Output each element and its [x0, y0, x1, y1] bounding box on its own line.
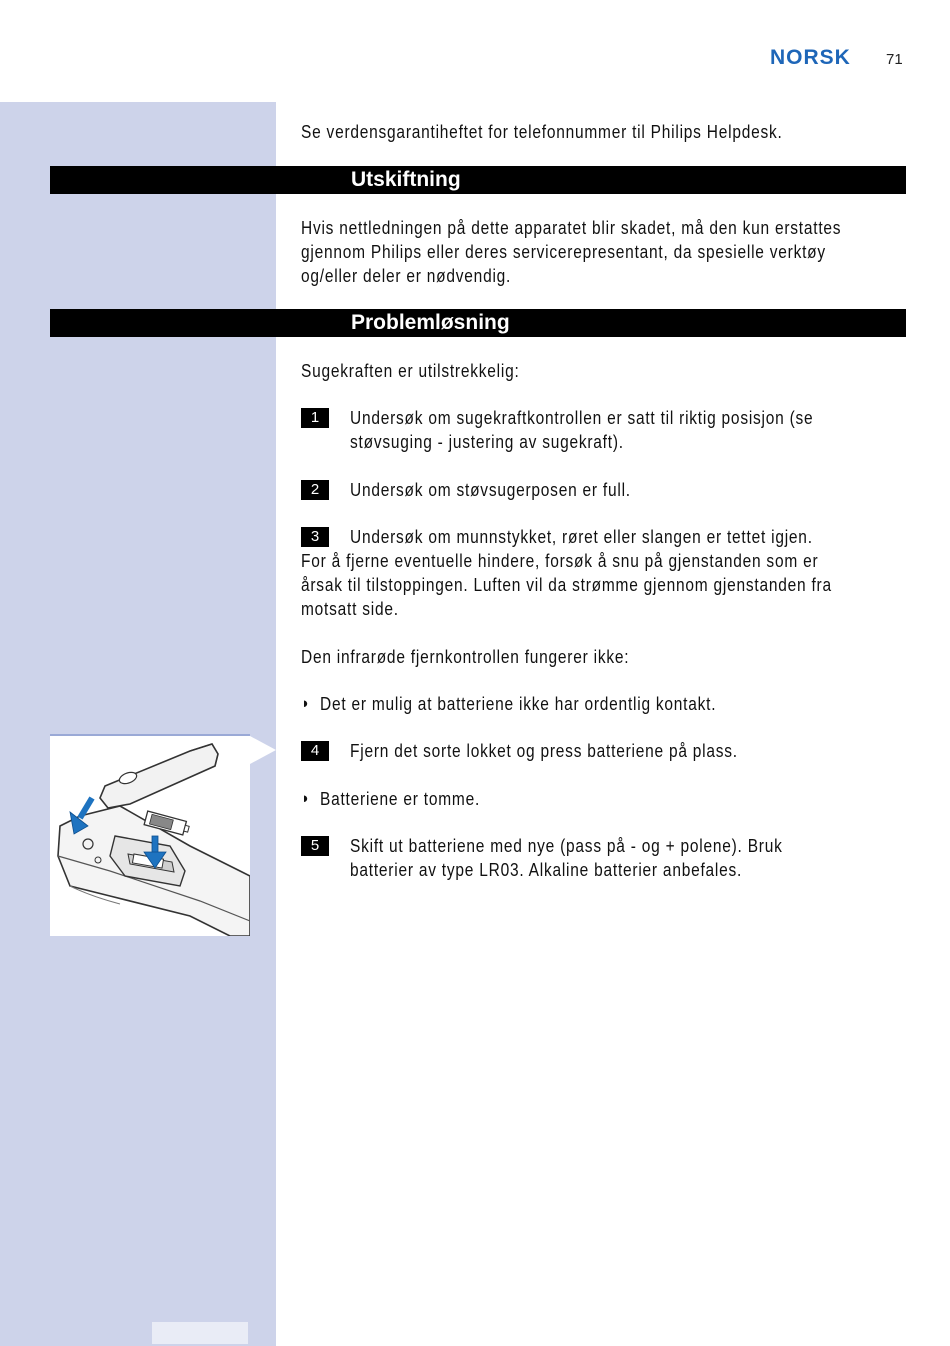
sidebar-panel: [0, 102, 276, 1346]
intro-text: Se verdensgarantiheftet for telefonnummer til Philips Helpdesk.: [301, 122, 783, 142]
replacement-line-1: Hvis nettledningen på dette apparatet blir skadet, må den kun erstattes: [301, 218, 842, 238]
remote-subtitle: Den infrarøde fjernkontrollen fungerer ikke:: [301, 647, 630, 667]
remote-drawing: [50, 736, 250, 936]
remote-battery-illustration: [50, 734, 250, 936]
section-bar-troubleshooting: [50, 309, 906, 337]
suction-subtitle: Sugekraften er utilstrekkelig:: [301, 361, 520, 381]
step-1-line-1: Undersøk om sugekraftkontrollen er satt til riktig posisjon (se: [350, 408, 814, 428]
step-number: 1: [301, 408, 329, 428]
note-line-3: motsatt side.: [301, 599, 399, 619]
note-line-1: For å fjerne eventuelle hindere, forsøk å snu på gjenstanden som er: [301, 551, 819, 571]
step-number: 5: [301, 836, 329, 856]
bullet-icon: ◗: [301, 790, 311, 807]
bullet-1-text: Det er mulig at batteriene ikke har ordentlig kontakt.: [320, 694, 717, 714]
step-4-text: Fjern det sorte lokket og press batteriene på plass.: [350, 741, 738, 761]
section-title-replacement: Utskiftning: [351, 168, 461, 191]
step-3-line-1: Undersøk om munnstykket, røret eller slangen er tettet igjen.: [350, 527, 813, 547]
section-title-troubleshooting: Problemløsning: [351, 311, 510, 334]
step-5-line-2: batterier av type LR03. Alkaline batterier anbefales.: [350, 860, 743, 880]
replacement-line-2: gjennom Philips eller deres servicerepresentant, da spesielle verktøy: [301, 242, 826, 262]
replacement-line-3: og/eller deler er nødvendig.: [301, 266, 512, 286]
section-bar-replacement: [50, 166, 906, 194]
step-2-line-1: Undersøk om støvsugerposen er full.: [350, 480, 631, 500]
note-line-2: årsak til tilstoppingen. Luften vil da strømme gjennom gjenstanden fra: [301, 575, 832, 595]
step-1-line-2: støvsuging - justering av sugekraft).: [350, 432, 624, 452]
language-label: NORSK: [770, 46, 851, 69]
page-number: 71: [886, 51, 903, 68]
footer-strip: [152, 1322, 248, 1344]
step-5-line-1: Skift ut batteriene med nye (pass på - og + polene). Bruk: [350, 836, 783, 856]
illustration-pointer: [250, 736, 276, 764]
step-number: 3: [301, 527, 329, 547]
step-number: 4: [301, 741, 329, 761]
step-number: 2: [301, 480, 329, 500]
bullet-2-text: Batteriene er tomme.: [320, 789, 481, 809]
bullet-icon: ◗: [301, 695, 311, 712]
